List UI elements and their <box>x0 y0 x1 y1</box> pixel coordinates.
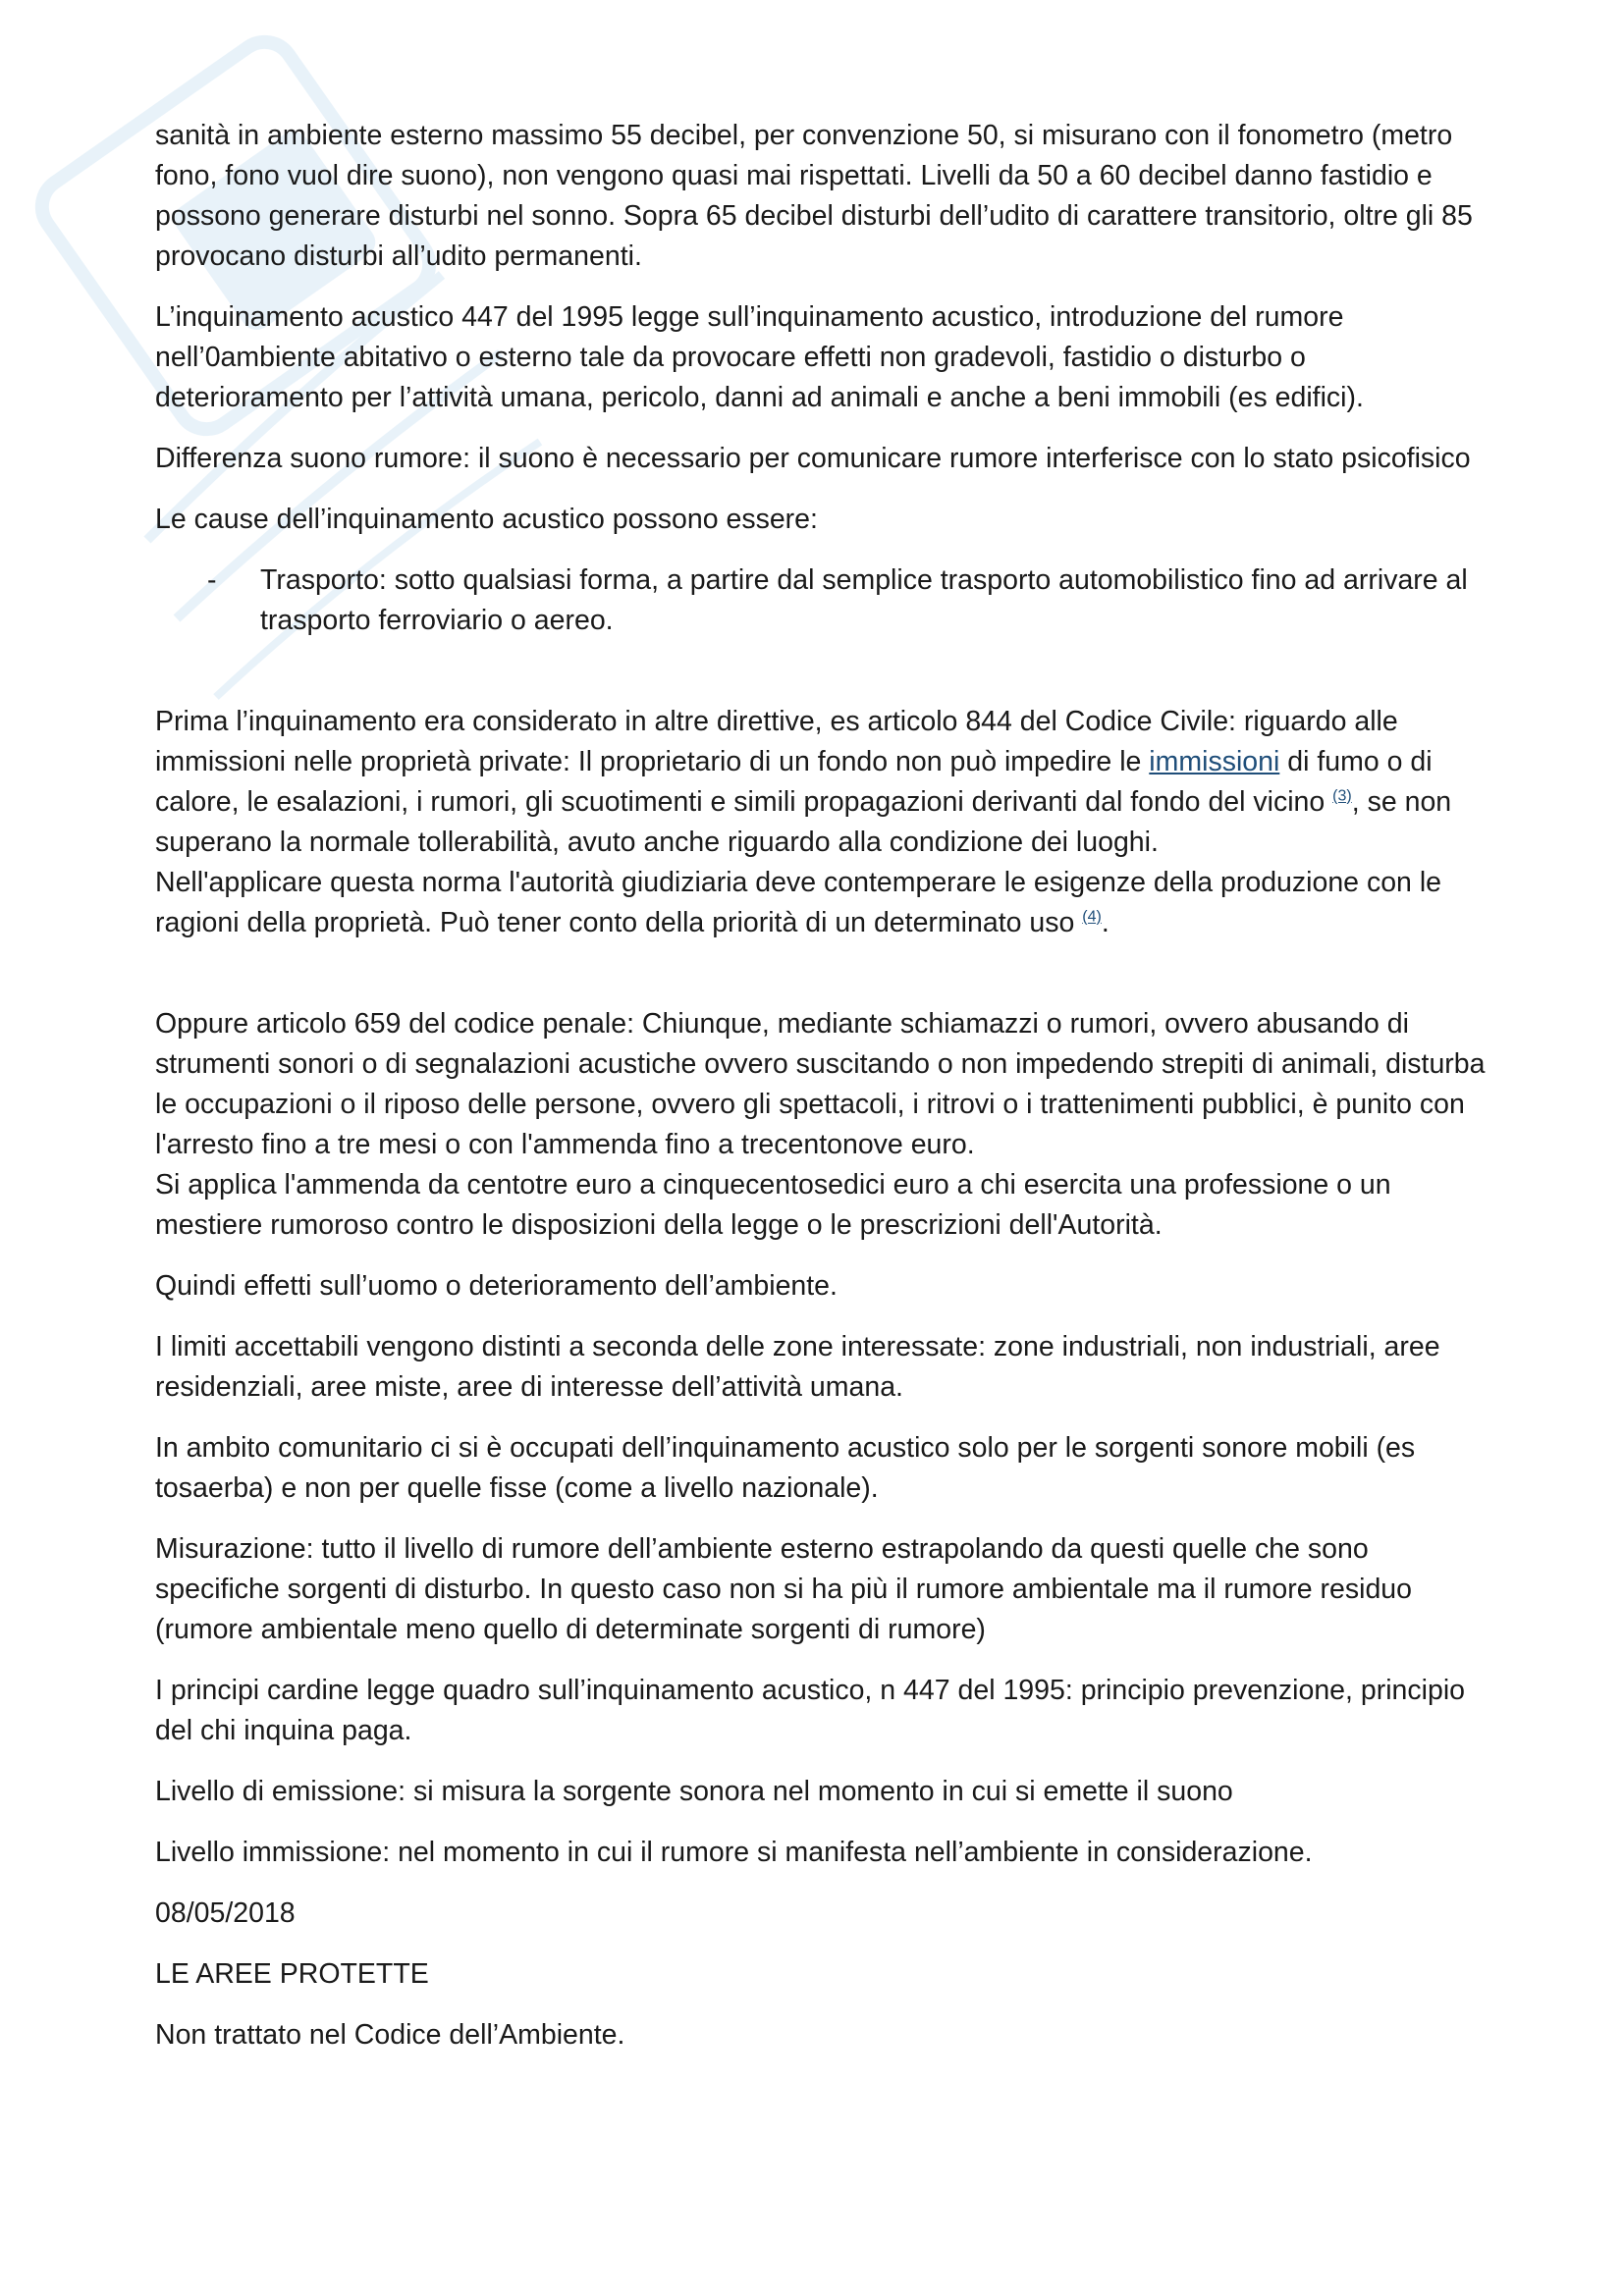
paragraph-principi-cardine: I principi cardine legge quadro sull’inquinamento acustico, n 447 del 1995: principio prevenzione, principio del chi inquina paga. <box>155 1675 1466 1746</box>
paragraph-limiti: I limiti accettabili vengono distinti a seconda delle zone interessate: zone industriali, non industriali, aree residenziali, aree miste, aree di interesse dell’attività umana. <box>155 1331 1440 1403</box>
spacer <box>155 964 1490 1004</box>
document-page <box>155 116 1490 2076</box>
paragraph-codice-civile <box>155 702 1490 863</box>
text-segment: Nell'applicare questa norma l'autorità giudiziaria deve contemperare le esigenze della produzione con le ragioni della proprietà. Può tener conto della priorità di un determinato uso <box>155 867 1441 938</box>
text-segment: , se non superano la normale tollerabilità, avuto anche riguardo alla condizione dei luoghi. <box>155 786 1452 858</box>
paragraph-livello-immissione: Livello immissione: nel momento in cui il rumore si manifesta nell’ambiente in considerazione. <box>155 1837 1313 1868</box>
paragraph-livello-emissione: Livello di emissione: si misura la sorgente sonora nel momento in cui si emette il suono <box>155 1776 1233 1807</box>
text-segment: di fumo o di calore, le esalazioni, i rumori, gli scuotimenti e simili propagazioni derivanti dal fondo del vicino <box>155 746 1433 818</box>
paragraph-ambito-comunitario: In ambito comunitario ci si è occupati dell’inquinamento acustico solo per le sorgenti sonore mobili (es tosaerba) e non per quelle fisse (come a livello nazionale). <box>155 1432 1416 1504</box>
paragraph-law-447: L’inquinamento acustico 447 del 1995 legge sull’inquinamento acustico, introduzione del rumore nell’0ambiente abitativo o esterno tale da provocare effetti non gradevoli, fastidio o disturbo o deterioramento per l’attività umana, pericolo, danni ad animali e anche a beni immobili (es edifici). <box>155 301 1364 413</box>
spacer <box>155 662 1490 702</box>
section-title-aree-protette: LE AREE PROTETTE <box>155 1958 429 1990</box>
paragraph-autorita-giudiziaria <box>155 863 1490 943</box>
text-segment: . <box>1101 907 1109 938</box>
paragraph-effetti: Quindi effetti sull’uomo o deterioramento dell’ambiente. <box>155 1270 838 1302</box>
list-item-transport <box>155 561 1490 641</box>
paragraph-misurazione: Misurazione: tutto il livello di rumore dell’ambiente esterno estrapolando da questi quelle che sono specifiche sorgenti di disturbo. In questo caso non si ha più il rumore ambientale ma il rumore residuo (rumore ambientale meno quello di determinate sorgenti di rumore) <box>155 1533 1412 1645</box>
date-heading: 08/05/2018 <box>155 1897 296 1929</box>
list-item-text: Trasporto: sotto qualsiasi forma, a partire dal semplice trasporto automobilistico fino ad arrivare al trasporto ferroviario o aereo. <box>260 564 1468 636</box>
text-segment: Prima l’inquinamento era considerato in altre direttive, es articolo 844 del Codice Civile: riguardo alle immissioni nelle proprietà private: Il proprietario di un fondo non può impedire le <box>155 706 1398 777</box>
paragraph-causes-intro: Le cause dell’inquinamento acustico possono essere: <box>155 504 818 535</box>
paragraph-ammenda: Si applica l'ammenda da centotre euro a cinquecentosedici euro a chi esercita una professione o un mestiere rumoroso contro le disposizioni della legge o le prescrizioni dell'Autorità. <box>155 1169 1391 1241</box>
paragraph-decibel-limits: sanità in ambiente esterno massimo 55 decibel, per convenzione 50, si misurano con il fonometro (metro fono, fono vuol dire suono), non vengono quasi mai rispettati. Livelli da 50 a 60 decibel danno fastidio e possono generare disturbi nel sonno. Sopra 65 decibel disturbi dell’udito di carattere transitorio, oltre gli 85 provocano disturbi all’udito permanenti. <box>155 120 1473 272</box>
paragraph-codice-penale: Oppure articolo 659 del codice penale: Chiunque, mediante schiamazzi o rumori, ovvero abusando di strumenti sonori o di segnalazioni acustiche ovvero suscitando o non impedendo strepiti di animali, disturba le occupazioni o il riposo delle persone, ovvero gli spettacoli, i ritrovi o i trattenimenti pubblici, è punito con l'arresto fino a tre mesi o con l'ammenda fino a trecentonove euro. <box>155 1008 1486 1160</box>
list-bullet: - <box>207 564 217 596</box>
link-immissioni[interactable]: immissioni <box>1149 746 1280 777</box>
paragraph-non-trattato: Non trattato nel Codice dell’Ambiente. <box>155 2019 625 2051</box>
footnote-ref-3[interactable]: (3) <box>1332 787 1352 805</box>
paragraph-sound-vs-noise: Differenza suono rumore: il suono è necessario per comunicare rumore interferisce con lo stato psicofisico <box>155 443 1471 474</box>
footnote-ref-4[interactable]: (4) <box>1082 908 1102 926</box>
